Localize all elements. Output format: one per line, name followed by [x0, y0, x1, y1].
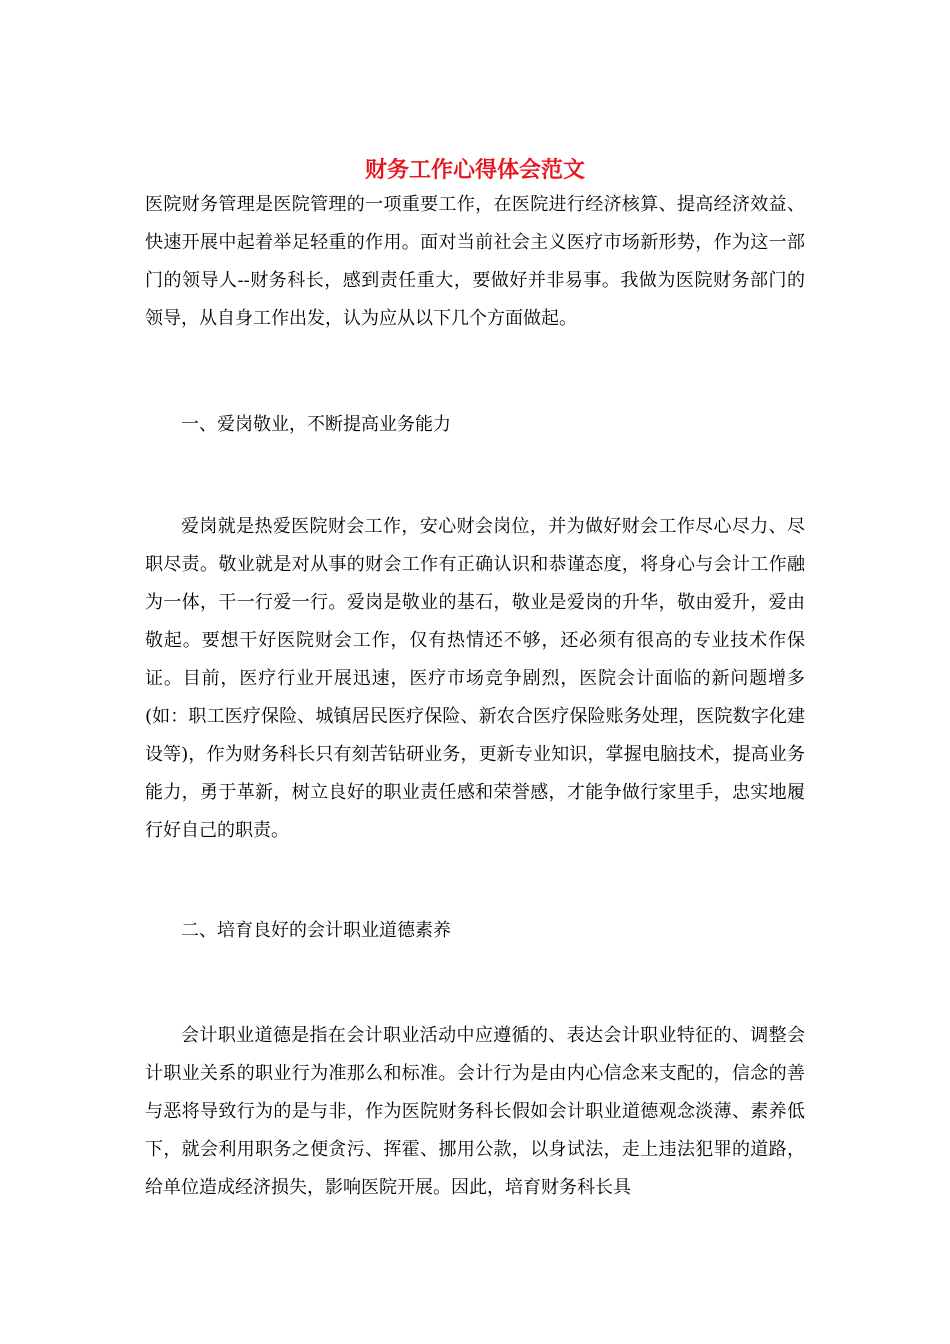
document-title: 财务工作心得体会范文	[364, 157, 585, 183]
section-heading-1: 一、爱岗敬业，不断提高业务能力	[181, 414, 451, 435]
section-body-2: 会计职业道德是指在会计职业活动中应遵循的、表达会计职业特征的、调整会计职业关系的职业行为准那么和标准。会计行为是由内心信念来支配的，信念的善与恶将导致行为的是与非，作为医院财务科长假如会计职业道德观念淡薄、素养低下，就会利用职务之便贪污、挥霍、挪用公款，以身试法，走上违法犯罪的道路，给单位造成经济损失，影响医院开展。因此，培育财务科长具	[145, 1025, 805, 1198]
intro-paragraph: 医院财务管理是医院管理的一项重要工作，在医院进行经济核算、提高经济效益、快速开展中起着举足轻重的作用。面对当前社会主义医疗市场新形势，作为这一部门的领导人--财务科长，感到责任重大，要做好并非易事。我做为医院财务部门的领导，从自身工作出发，认为应从以下几个方面做起。	[145, 194, 805, 329]
section-heading-2: 二、培育良好的会计职业道德素养	[181, 920, 451, 941]
section-body-1: 爱岗就是热爱医院财会工作，安心财会岗位，并为做好财会工作尽心尽力、尽职尽责。敬业就是对从事的财会工作有正确认识和恭谨态度，将身心与会计工作融为一体，干一行爱一行。爱岗是敬业的基石，敬业是爱岗的升华，敬由爱升，爱由敬起。要想干好医院财会工作，仅有热情还不够，还必须有很高的专业技术作保证。目前，医疗行业开展迅速，医疗市场竞争剧烈，医院会计面临的新问题增多(如：职工医疗保险、城镇居民医疗保险、新农合医疗保险账务处理，医院数字化建设等)，作为财务科长只有刻苦钻研业务，更新专业知识，掌握电脑技术，提高业务能力，勇于革新，树立良好的职业责任感和荣誉感，才能争做行家里手，忠实地履行好自己的职责。	[145, 516, 805, 841]
